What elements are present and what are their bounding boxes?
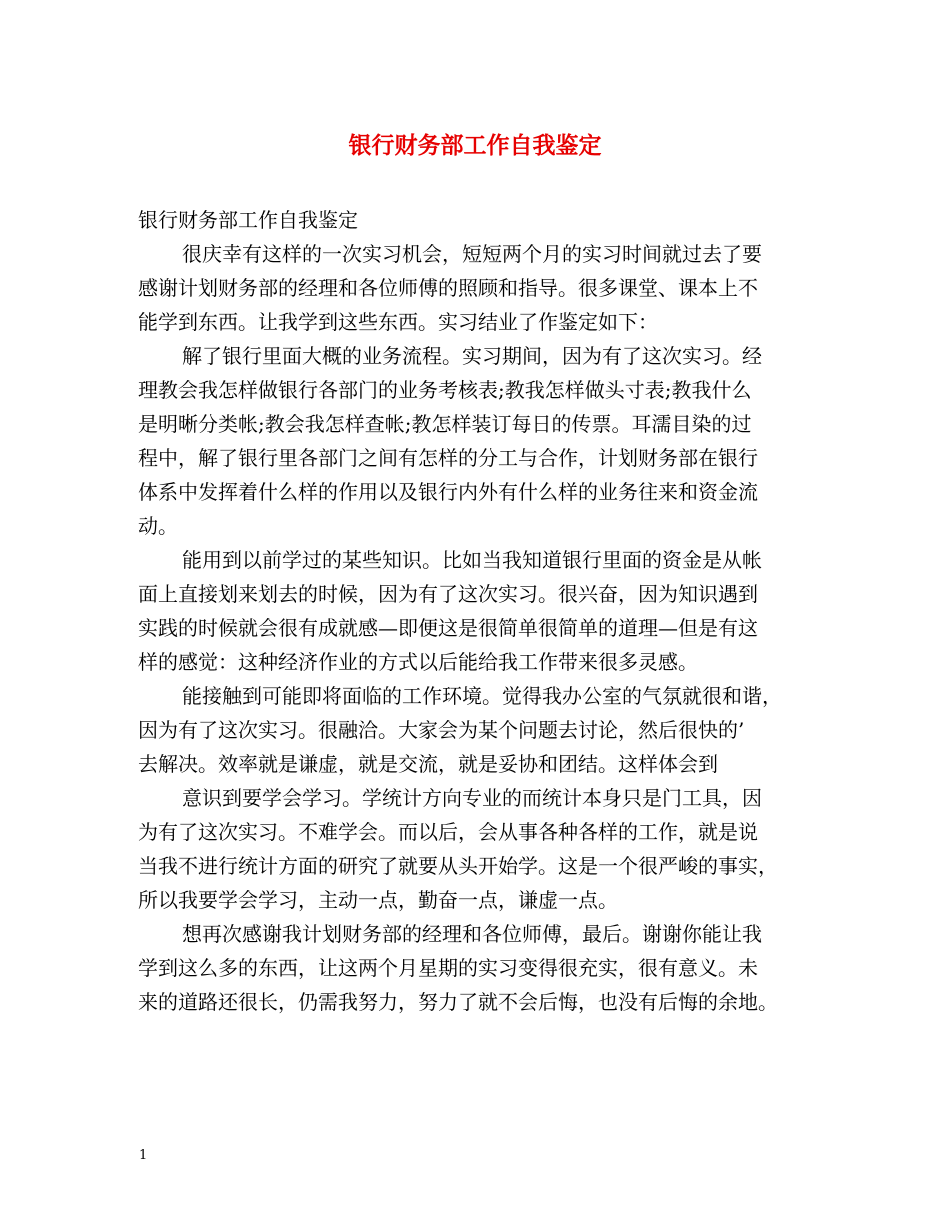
paragraph-line: 动。 [138,514,178,538]
paragraph-line: 是明晰分类帐;教会我怎样查帐;教怎样装订每日的传票。耳濡目染的过 [138,412,752,436]
document-subtitle: 银行财务部工作自我鉴定 [138,208,358,232]
body-paragraph [138,339,828,543]
body-paragraph [138,917,828,1019]
paragraph-line: 能接触到可能即将面临的工作环境。觉得我办公室的气氛就很和谐， [182,684,782,708]
page-number: 1 [139,1148,148,1163]
paragraph-line: 来的道路还很长，仍需我努力，努力了就不会后悔，也没有后悔的余地。 [138,990,778,1014]
paragraph-line: 能用到以前学过的某些知识。比如当我知道银行里面的资金是从帐 [182,548,762,572]
paragraph-line: 程中，解了银行里各部门之间有怎样的分工与合作，计划财务部在银行 [138,446,758,470]
paragraph-line: 实践的时候就会很有成就感—即便这是很简单很简单的道理—但是有这 [138,616,758,640]
paragraph-line: 理教会我怎样做银行各部门的业务考核表;教我怎样做头寸表;教我什么 [138,378,752,402]
page-title: 银行财务部工作自我鉴定 [348,132,602,159]
paragraph-line: 学到这么多的东西，让这两个月星期的实习变得很充实，很有意义。未 [138,956,758,980]
paragraph-line: 所以我要学会学习，主动一点，勤奋一点，谦虚一点。 [138,888,618,912]
paragraph-line: 去解决。效率就是谦虚，就是交流，就是妥协和团结。这样体会到 [138,752,718,776]
paragraph-line: 感谢计划财务部的经理和各位师傅的照顾和指导。很多课堂、课本上不 [138,276,758,300]
paragraph-line: 想再次感谢我计划财务部的经理和各位师傅，最后。谢谢你能让我 [182,922,762,946]
paragraph-line: 解了银行里面大概的业务流程。实习期间，因为有了这次实习。经 [182,344,762,368]
paragraph-line: 面上直接划来划去的时候，因为有了这次实习。很兴奋，因为知识遇到 [138,582,758,606]
paragraph-list [138,237,828,1019]
document-body [138,203,828,1019]
body-paragraph [138,679,828,781]
body-paragraph [138,237,828,339]
paragraph-line: 能学到东西。让我学到这些东西。实习结业了作鉴定如下： [138,310,658,334]
paragraph-line: 样的感觉：这种经济作业的方式以后能给我工作带来很多灵感。 [138,650,698,674]
paragraph-line: 当我不进行统计方面的研究了就要从头开始学。这是一个很严峻的事实， [138,854,778,878]
paragraph-line: 意识到要学会学习。学统计方向专业的而统计本身只是门工具，因 [182,786,762,810]
body-paragraph [138,781,828,917]
paragraph-line: 体系中发挥着什么样的作用以及银行内外有什么样的业务往来和资金流 [138,480,758,504]
body-paragraph [138,543,828,679]
paragraph-line: 很庆幸有这样的一次实习机会，短短两个月的实习时间就过去了要 [182,242,762,266]
paragraph-line: 为有了这次实习。不难学会。而以后，会从事各种各样的工作，就是说 [138,820,758,844]
paragraph-line: 因为有了这次实习。很融洽。大家会为某个问题去讨论，然后很快的’ [138,718,745,742]
